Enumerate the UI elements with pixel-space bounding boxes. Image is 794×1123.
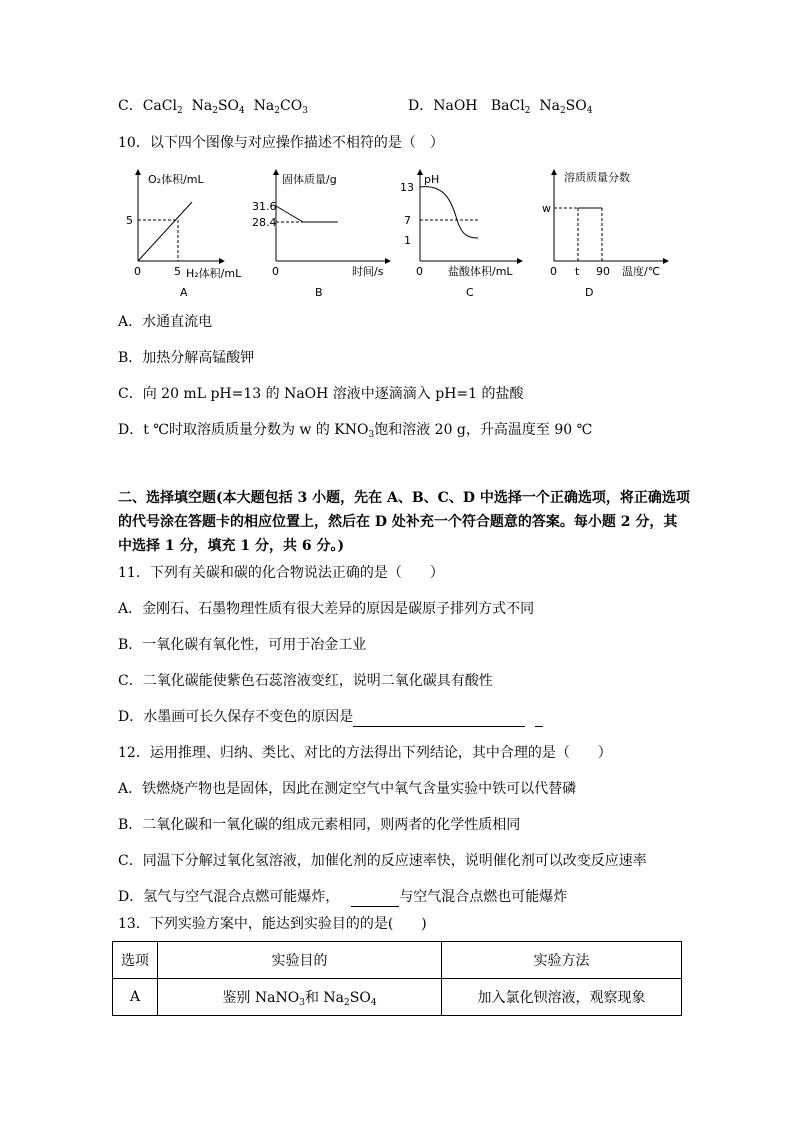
q10-option-b: B．加热分解高锰酸钾 <box>118 350 255 366</box>
q13-stem: 13．下列实验方案中，能达到实验目的的是( ) <box>118 916 427 932</box>
q10-graphs <box>0 162 794 322</box>
graph-a-xlabel: H₂体积/mL <box>186 267 242 280</box>
q11-option-d: D．水墨画可长久保存不变色的原因是 <box>118 707 543 727</box>
graph-d-ylabel: 溶质质量分数 <box>564 171 630 184</box>
q10-stem: 10．以下四个图像与对应操作描述不相符的是（ ） <box>118 135 444 151</box>
q13-row-a-option: A <box>113 979 158 1016</box>
q13-header-purpose: 实验目的 <box>158 942 442 979</box>
graph-c-label: C <box>466 286 474 299</box>
graph-c-ylabel: pH <box>424 173 440 186</box>
q11-option-c: C．二氧化碳能使紫色石蕊溶液变红，说明二氧化碳具有酸性 <box>118 673 493 689</box>
graph-a-tick-y: 5 <box>126 214 133 227</box>
graph-c <box>400 172 520 299</box>
q10-option-a: A．水通直流电 <box>118 314 213 330</box>
q11-answer-blank-tail <box>535 710 543 727</box>
graph-c-tick-7: 7 <box>404 214 411 227</box>
q13-header-option: 选项 <box>113 942 158 979</box>
graph-b-label: B <box>315 286 323 299</box>
q12-answer-blank[interactable] <box>351 890 399 907</box>
section2-line2: 的代号涂在答题卡的相应位置上，然后在 D 处补充一个符合题意的答案。每小题 2 分，其 <box>118 514 678 530</box>
q11-option-b: B．一氧化碳有氧化性，可用于冶金工业 <box>118 637 367 653</box>
graph-a-label: A <box>180 286 188 299</box>
graph-c-tick-13: 13 <box>400 181 414 194</box>
graph-a-tick-x: 5 <box>174 265 181 278</box>
graph-c-origin: 0 <box>416 265 423 278</box>
q12-option-d: D．氢气与空气混合点燃可能爆炸， 与空气混合点燃也可能爆炸 <box>118 889 568 905</box>
graph-c-curve <box>420 187 478 238</box>
graph-b-tick-low: 28.4 <box>252 216 277 229</box>
graph-a-origin: 0 <box>134 265 141 278</box>
q13-table <box>112 941 682 1016</box>
table-row <box>113 979 682 1016</box>
q9-option-d: D．NaOH BaCl$_2$ $Na_2SO_4$ <box>408 98 593 116</box>
q12-stem: 12．运用推理、归纳、类比、对比的方法得出下列结论，其中合理的是（ ） <box>118 745 612 761</box>
graph-d-tick-90: 90 <box>596 265 610 278</box>
q13-header-method: 实验方法 <box>442 942 682 979</box>
graph-b-line <box>276 206 338 222</box>
graph-b-ylabel: 固体质量/g <box>282 173 337 186</box>
graph-a-ylabel: O₂体积/mL <box>148 173 204 186</box>
q9-option-c: C．CaCl$_2$ $Na_2SO_4$ $Na_2CO_3$ <box>118 98 308 116</box>
q11-option-a: A．金刚石、石墨物理性质有很大差异的原因是碳原子排列方式不同 <box>118 601 535 617</box>
q11-stem: 11．下列有关碳和碳的化合物说法正确的是（ ） <box>118 565 444 581</box>
q12-option-c: C．同温下分解过氧化氢溶液，加催化剂的反应速率快，说明催化剂可以改变反应速率 <box>118 853 647 869</box>
graph-b-tick-high: 31.6 <box>252 200 277 213</box>
graph-c-xlabel: 盐酸体积/mL <box>448 265 513 278</box>
table-row <box>113 942 682 979</box>
section2-line3: 中选择 1 分，填充 1 分，共 6 分。) <box>118 538 345 554</box>
graph-d-origin: 0 <box>550 265 557 278</box>
section2-line1: 二、选择填空题(本大题包括 3 小题，先在 A、B、C、D 中选择一个正确选项，将正确选项 <box>118 490 690 506</box>
q13-row-a-method: 加入氯化钡溶液，观察现象 <box>442 979 682 1016</box>
graph-d-tick-t: t <box>575 265 580 278</box>
q13-row-a-purpose: 鉴别 NaNO$_3$和 $Na_2SO_4$ <box>158 979 442 1016</box>
q11-answer-blank[interactable] <box>353 710 525 727</box>
graph-d-xlabel: 温度/℃ <box>622 265 661 278</box>
q12-option-a: A．铁燃烧产物也是固体，因此在测定空气中氧气含量实验中铁可以代替磷 <box>118 781 577 797</box>
graph-d <box>542 170 666 299</box>
graph-b-xlabel: 时间/s <box>352 265 384 278</box>
graph-b <box>252 172 388 299</box>
graph-a-line <box>138 202 192 261</box>
graph-c-tick-1: 1 <box>404 234 411 247</box>
graph-d-tick-w: w <box>542 202 551 215</box>
q12-option-b: B．二氧化碳和一氧化碳的组成元素相同，则两者的化学性质相同 <box>118 817 521 833</box>
graph-b-origin: 0 <box>272 265 279 278</box>
q10-option-d: D．t ℃时取溶质质量分数为 w 的 $KNO_3$饱和溶液 20 g，升高温度至 90 ℃ <box>118 422 593 440</box>
q10-option-c: C．向 20 mL pH=13 的 NaOH 溶液中逐滴滴入 pH=1 的盐酸 <box>118 386 524 402</box>
graph-a <box>126 172 242 299</box>
graph-d-label: D <box>585 286 594 299</box>
